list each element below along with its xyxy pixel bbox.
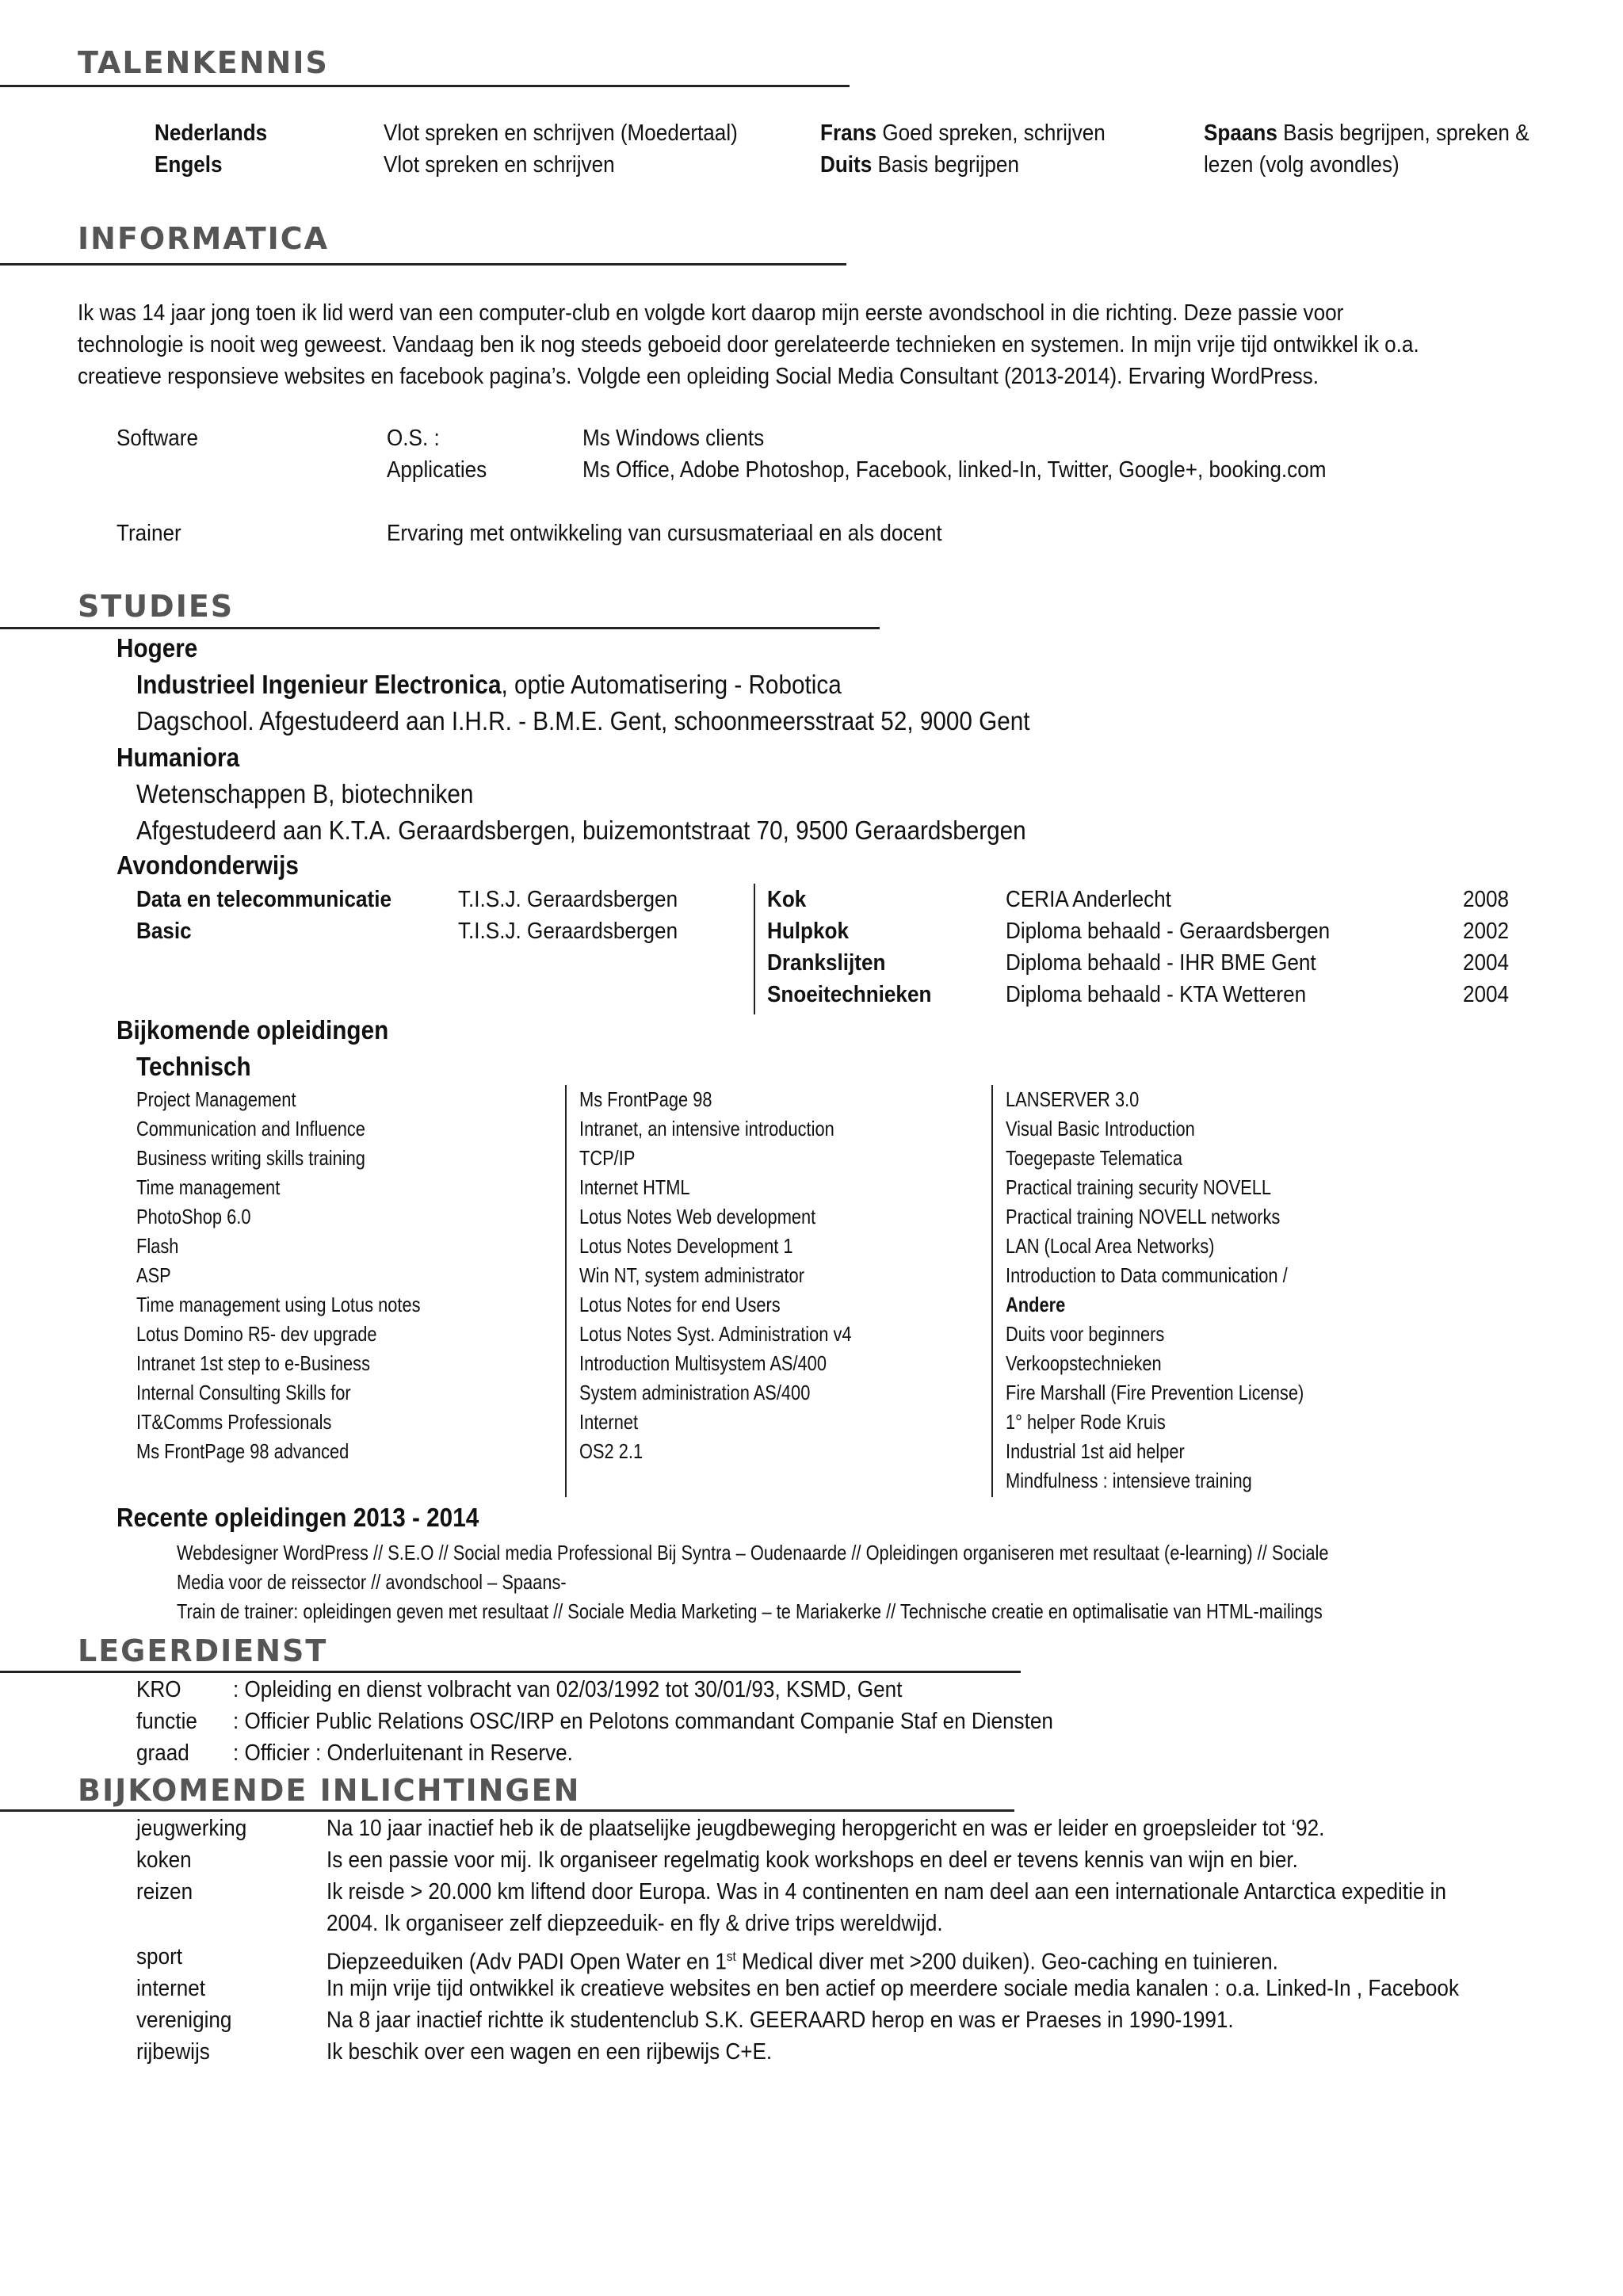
column-divider [754, 884, 755, 1014]
lang-es-desc-2: lezen (volg avondles) [1204, 152, 1400, 178]
info-jeugdwerking: Na 10 jaar inactief heb ik de plaatselijke jeugdbeweging heropgericht en was er leider en groepsleider tot ‘92. [327, 1816, 1325, 1841]
tech-item: Fire Marshall (Fire Prevention License) [1006, 1381, 1304, 1404]
tech-item: Lotus Notes Syst. Administration v4 [579, 1322, 852, 1346]
tech-item: LANSERVER 3.0 [1006, 1087, 1140, 1111]
lang-nl-desc: Vlot spreken en schrijven (Moedertaal) [384, 120, 738, 146]
avond-right-year: 2008 [1463, 887, 1510, 912]
tech-item: Time management using Lotus notes [136, 1293, 421, 1316]
leger-value: : Officier Public Relations OSC/IRP en Pelotons commandant Companie Staf en Diensten [233, 1709, 1053, 1734]
lang-en: Engels [155, 152, 223, 178]
tech-item: PhotoShop 6.0 [136, 1205, 251, 1228]
info-sport-sup: st [726, 1949, 736, 1964]
studies-technisch: Technisch [136, 1052, 251, 1081]
lang-en-desc: Vlot spreken en schrijven [384, 152, 615, 178]
os-value: Ms Windows clients [582, 426, 765, 451]
info-vereniging: Na 8 jaar inactief richtte ik studentenclub S.K. GEERAARD herop en was er Praeses in 1990-1991. [327, 2008, 1234, 2033]
tech-item: Ms FrontPage 98 [579, 1087, 712, 1111]
tech-item: Intranet, an intensive introduction [579, 1117, 834, 1140]
tech-item: Verkoopstechnieken [1006, 1351, 1162, 1375]
tech-item: TCP/IP [579, 1146, 636, 1170]
informatica-intro-2: technologie is nooit weg geweest. Vandaag ben ik nog steeds geboeid door gerelateerde technieken en systemen. In mijn vrije tijd ontwikkel ik o.a. [78, 332, 1419, 357]
studies-hogere-line2: Dagschool. Afgestudeerd aan I.H.R. - B.M.E. Gent, schoonmeersstraat 52, 9000 Gent [136, 706, 1030, 735]
info-sport-a: Diepzeeduiken (Adv PADI Open Water en 1 [327, 1949, 727, 1975]
lang-de-line [820, 149, 1019, 181]
leger-label: functie [136, 1709, 197, 1734]
tech-item: Business writing skills training [136, 1146, 365, 1170]
avond-right-year: 2004 [1463, 982, 1510, 1007]
info-reizen-1: Ik reisde > 20.000 km liftend door Europa. Was in 4 continenten en nam deel aan een internationale Antarctica expeditie in [327, 1879, 1446, 1904]
tech-item: Time management [136, 1175, 281, 1199]
lang-de: Duits [820, 152, 873, 178]
trainer-label: Trainer [116, 521, 181, 546]
apps-value: Ms Office, Adobe Photoshop, Facebook, linked-In, Twitter, Google+, booking.com [582, 457, 1327, 483]
lang-es-line [1204, 117, 1529, 149]
tech-item: OS2 2.1 [579, 1439, 643, 1463]
tech-item: System administration AS/400 [579, 1381, 811, 1404]
tech-column-3 [1006, 1085, 1304, 1496]
tech-item: Internet [579, 1410, 639, 1434]
section-rule [0, 1809, 1014, 1812]
section-title-informatica: INFORMATICA [78, 221, 330, 256]
lang-fr: Frans [820, 120, 877, 146]
tech-item: Practical training NOVELL networks [1006, 1205, 1281, 1228]
studies-humaniora-line2: Afgestudeerd aan K.T.A. Geraardsbergen, buizemontstraat 70, 9500 Geraardsbergen [136, 816, 1026, 845]
avond-right-course: Kok [767, 887, 807, 912]
avond-right-year: 2002 [1463, 919, 1510, 944]
tech-item: Mindfulness : intensieve training [1006, 1469, 1252, 1492]
avond-right-course: Drankslijten [767, 950, 886, 976]
avond-left-course: Basic [136, 919, 192, 944]
section-rule [0, 263, 846, 266]
avond-left-school: T.I.S.J. Geraardsbergen [458, 919, 678, 944]
tech-item: Intranet 1st step to e-Business [136, 1351, 371, 1375]
tech-item: ASP [136, 1263, 171, 1287]
column-divider [991, 1085, 993, 1497]
section-title-studies: STUDIES [78, 589, 235, 624]
leger-label: graad [136, 1740, 189, 1766]
studies-hogere-option: , optie Automatisering - Robotica [501, 670, 842, 699]
lang-nl: Nederlands [155, 120, 268, 146]
tech-item: Industrial 1st aid helper [1006, 1439, 1185, 1463]
section-rule [0, 1671, 1021, 1673]
informatica-intro-3: creatieve responsieve websites en facebook pagina’s. Volgde een opleiding Social Media Consultant (2013-2014). Ervaring WordPress. [78, 364, 1319, 389]
tech-item: IT&Comms Professionals [136, 1410, 332, 1434]
studies-bijkomende: Bijkomende opleidingen [116, 1015, 389, 1045]
apps-label: Applicaties [387, 457, 487, 483]
tech-column-2 [579, 1085, 852, 1466]
info-internet: In mijn vrije tijd ontwikkel ik creatieve websites en ben actief op meerdere sociale media kanalen : o.a. Linked-In , Facebook [327, 1976, 1459, 2001]
avond-right-school: Diploma behaald - Geraardsbergen [1006, 919, 1331, 944]
tech-item: Introduction to Data communication / [1006, 1263, 1288, 1287]
studies-hogere-line1 [136, 667, 842, 702]
studies-recente: Recente opleidingen 2013 - 2014 [116, 1503, 479, 1532]
software-label: Software [116, 426, 199, 451]
tech-item: Flash [136, 1234, 179, 1258]
info-rijbewijs: Ik beschik over een wagen en een rijbewijs C+E. [327, 2039, 773, 2065]
tech-item: Ms FrontPage 98 advanced [136, 1439, 349, 1463]
info-label-sport: sport [136, 1944, 183, 1969]
info-sport-b: Medical diver met >200 duiken). Geo-caching en tuinieren. [735, 1949, 1278, 1975]
avond-right-school: CERIA Anderlecht [1006, 887, 1171, 912]
leger-value: : Officier : Onderluitenant in Reserve. [233, 1740, 573, 1766]
section-title-talenkennis: TALENKENNIS [78, 45, 329, 80]
info-label-jeugdwerking: jeugwerking [136, 1816, 247, 1841]
column-divider [565, 1085, 567, 1497]
section-rule [0, 627, 880, 629]
os-label: O.S. : [387, 426, 440, 451]
info-label-koken: koken [136, 1847, 192, 1873]
informatica-intro-1: Ik was 14 jaar jong toen ik lid werd van een computer-club en volgde kort daarop mijn eerste avondschool in die richting. Deze passie voor [78, 300, 1344, 326]
avond-right-school: Diploma behaald - KTA Wetteren [1006, 982, 1307, 1007]
studies-hogere-degree: Industrieel Ingenieur Electronica [136, 670, 502, 699]
avond-right-course: Snoeitechnieken [767, 982, 932, 1007]
tech-column-1 [136, 1085, 421, 1466]
leger-label: KRO [136, 1677, 181, 1702]
info-koken: Is een passie voor mij. Ik organiseer regelmatig kook workshops en deel er tevens kennis van wijn en bier. [327, 1847, 1298, 1873]
studies-humaniora: Humaniora [116, 743, 240, 772]
tech-item: Practical training security NOVELL [1006, 1175, 1272, 1199]
tech-item: Win NT, system administrator [579, 1263, 804, 1287]
info-reizen-2: 2004. Ik organiseer zelf diepzeeduik- en fly & drive trips wereldwijd. [327, 1911, 943, 1936]
tech-item: Project Management [136, 1087, 296, 1111]
lang-fr-line [820, 117, 1106, 149]
tech-item: Internal Consulting Skills for [136, 1381, 351, 1404]
avond-left-course: Data en telecommunicatie [136, 887, 392, 912]
recente-line-1: Webdesigner WordPress // S.E.O // Social media Professional Bij Syntra – Oudenaarde // Opleidingen organiseren met resultaat (e-learning) // Sociale [177, 1541, 1329, 1564]
studies-humaniora-line1: Wetenschappen B, biotechniken [136, 779, 474, 808]
tech-item: Visual Basic Introduction [1006, 1117, 1195, 1140]
studies-avondonderwijs: Avondonderwijs [116, 850, 299, 880]
tech-item: Lotus Notes Web development [579, 1205, 816, 1228]
info-label-vereniging: vereniging [136, 2008, 232, 2033]
info-label-rijbewijs: rijbewijs [136, 2039, 210, 2065]
info-label-reizen: reizen [136, 1879, 193, 1904]
tech-item: Duits voor beginners [1006, 1322, 1165, 1346]
tech-item: Toegepaste Telematica [1006, 1146, 1183, 1170]
tech-item: Introduction Multisystem AS/400 [579, 1351, 827, 1375]
lang-fr-desc: Goed spreken, schrijven [876, 120, 1106, 146]
tech-item: LAN (Local Area Networks) [1006, 1234, 1215, 1258]
lang-de-desc: Basis begrijpen [872, 152, 1019, 178]
tech-item: Communication and Influence [136, 1117, 365, 1140]
info-label-internet: internet [136, 1976, 206, 2001]
recente-line-2: Media voor de reissector // avondschool – Spaans- [177, 1570, 567, 1594]
section-title-inlichtingen: BIJKOMENDE INLICHTINGEN [78, 1773, 581, 1808]
recente-line-3: Train de trainer: opleidingen geven met resultaat // Sociale Media Marketing – te Mariakerke // Technische creatie en optimalisatie van HTML-mailings [177, 1599, 1323, 1623]
studies-hogere: Hogere [116, 633, 198, 663]
tech-item: Lotus Notes Development 1 [579, 1234, 793, 1258]
tech-item: Lotus Notes for end Users [579, 1293, 781, 1316]
tech-item: Lotus Domino R5- dev upgrade [136, 1322, 377, 1346]
section-title-legerdienst: LEGERDIENST [78, 1633, 328, 1668]
lang-es-desc: Basis begrijpen, spreken & [1277, 120, 1529, 146]
trainer-value: Ervaring met ontwikkeling van cursusmateriaal en als docent [387, 521, 942, 546]
leger-value: : Opleiding en dienst volbracht van 02/03/1992 tot 30/01/93, KSMD, Gent [233, 1677, 903, 1702]
lang-es: Spaans [1204, 120, 1277, 146]
avond-right-course: Hulpkok [767, 919, 849, 944]
avond-left-school: T.I.S.J. Geraardsbergen [458, 887, 678, 912]
tech-item: 1° helper Rode Kruis [1006, 1410, 1166, 1434]
section-rule [0, 85, 850, 87]
tech-item: Internet HTML [579, 1175, 690, 1199]
avond-right-school: Diploma behaald - IHR BME Gent [1006, 950, 1316, 976]
avond-right-year: 2004 [1463, 950, 1510, 976]
tech-subheading-andere: Andere [1006, 1293, 1066, 1316]
